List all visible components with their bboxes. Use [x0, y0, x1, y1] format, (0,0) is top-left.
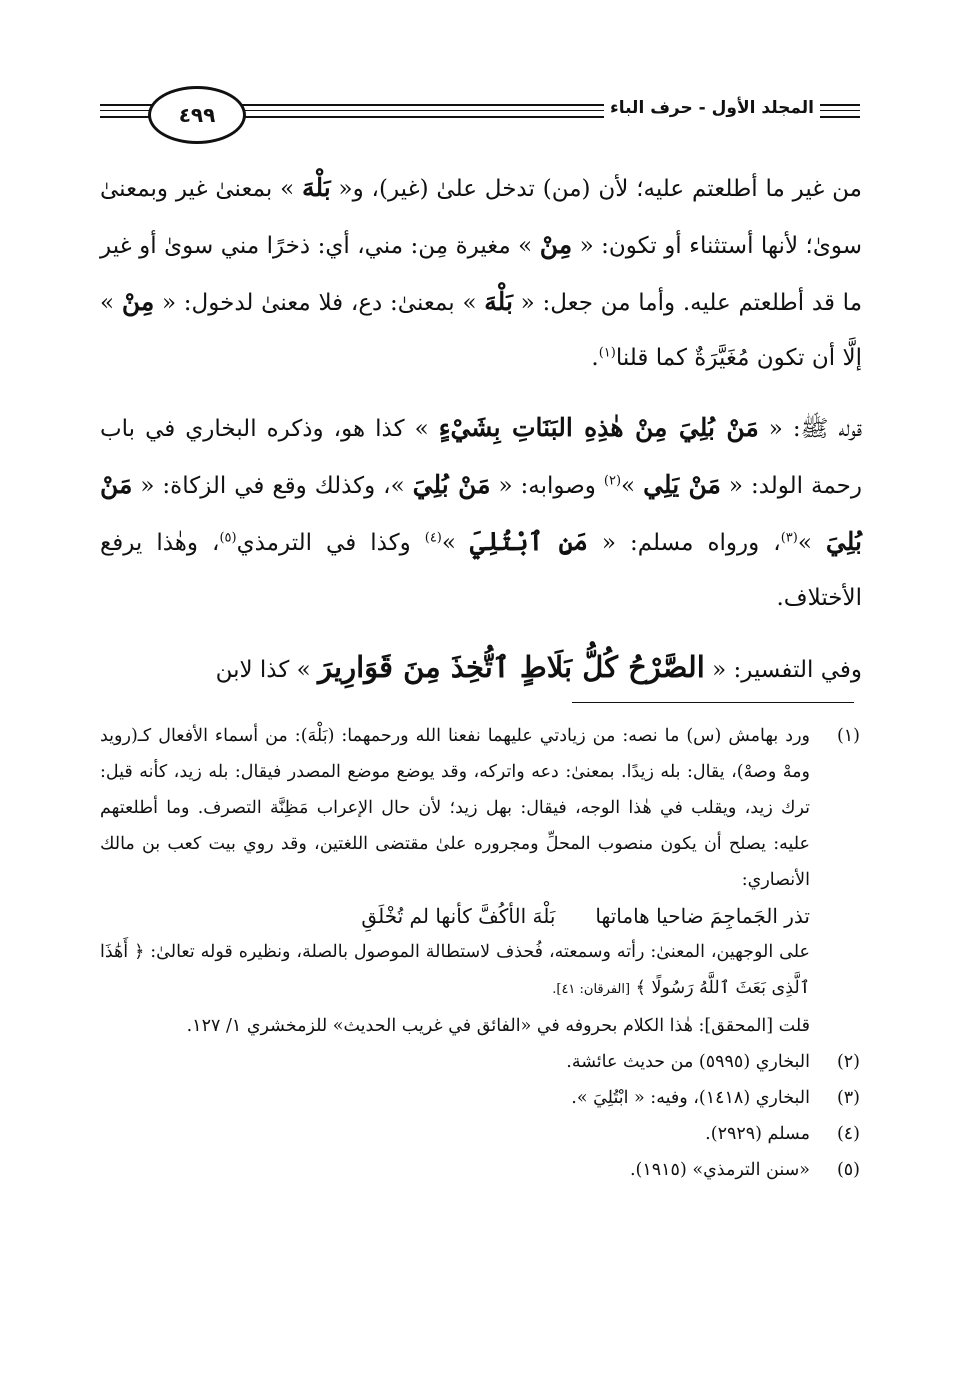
paragraph-3 [100, 640, 862, 698]
footnote-ref: (٣) [780, 530, 798, 546]
hadith-quote: مَنْ بُلِيَ [100, 470, 862, 556]
footnote-5 [100, 1152, 860, 1188]
text-span: وفي التفسير: « [704, 657, 862, 683]
paragraph-2 [100, 400, 862, 626]
text-span: على الوجهين، المعنىٰ: رأته وسمعته، فُحذف لاستطالة الموصول بالصلة، ونظيره قوله تعالىٰ: ﴿ أَهَٰذَا ٱلَّذِى بَعَثَ ٱللَّهُ رَسُولًا ﴾ [100, 942, 810, 998]
text-span: » [441, 530, 470, 556]
footnote-4 [100, 1116, 860, 1152]
verse-second-hemistich: بَلْهَ الأكُفَّ كأنها لم تُخْلَقِ [361, 904, 556, 928]
footnote-text: البخاري (٥٩٩٥) من حديث عائشة. [566, 1052, 810, 1072]
footnote-separator [572, 702, 854, 703]
text-span: » [621, 473, 644, 499]
running-title: المجلد الأول - حرف الباء [604, 98, 820, 118]
footnote-text: «سنن الترمذي» (١٩١٥). [629, 1160, 810, 1180]
quran-reference: [الفرقان: ٤١]. [552, 982, 631, 997]
footnote-1 [100, 718, 860, 1044]
text-span: » مغيرة مِن: مني، أي: ذخرًا مني سوىٰ أو غير ما قد أطلعتم عليه. وأما من جعل: « [100, 233, 863, 316]
quoted-word: مِنْ [121, 287, 155, 316]
main-text [100, 160, 862, 712]
footnote-3 [100, 1080, 860, 1116]
footnote-number: (١) [836, 726, 860, 746]
text-span: ، وهٰذا يرفع الأختلاف. [100, 530, 862, 611]
quranic-quote: الصَّرْحُ كُلُّ بَلَاطٍ ٱتُّخِذَ مِنَ قَوَارِيرَ [318, 650, 705, 684]
page-header [100, 80, 860, 160]
poetry-verse [100, 898, 810, 934]
text-span: . [591, 345, 599, 371]
footnote-text: قلت [المحقق]: هٰذا الكلام بحروفه في «الفائق في غريب الحديث» للزمخشري ١/ ١٢٧. [186, 1016, 810, 1036]
text-span: » إلَّا أن تكون مُغَيَّرَةٌ كما قلنا [100, 290, 862, 371]
footnote-number: (٤) [836, 1124, 860, 1144]
footnote-text: مسلم (٢٩٢٩). [705, 1124, 810, 1144]
text-span: » كذا لابن [215, 657, 319, 683]
footnote-2 [100, 1044, 860, 1080]
footnote-text [100, 934, 810, 1008]
footnote-number: (٢) [836, 1052, 860, 1072]
hadith-quote: مَنْ بُلِيَ [412, 470, 491, 499]
text-span: » [797, 530, 826, 556]
hadith-quote: مَنِ ٱبْتُلِيَ [469, 527, 588, 556]
text-span: ، ورواه مسلم: « [587, 530, 781, 556]
quoted-word: بَلْهَ [484, 287, 513, 316]
footnotes [100, 718, 860, 1188]
text-span: وكذا في الترمذي [236, 530, 425, 556]
text-span: » كذا هو، وذكره البخاري في باب رحمة الولد: « [100, 416, 862, 499]
text-span: من غير ما أطلعتم عليه؛ لأن (من) تدخل علىٰ (غير)، و« [330, 176, 862, 202]
footnote-text: البخاري (١٤١٨)، وفيه: « ابْتُلِيَ ». [571, 1088, 810, 1108]
text-span: » بمعنىٰ: دع، فلا معنىٰ لدخول: « [154, 290, 485, 316]
quoted-word: مِنْ [539, 230, 573, 259]
footnote-ref: (٤) [424, 530, 442, 546]
text-span: وصوابه: « [490, 473, 604, 499]
footnote-ref: (٥) [219, 530, 237, 546]
footnote-number: (٣) [836, 1088, 860, 1108]
text-span: »، وكذلك وقع في الزكاة: « [132, 473, 413, 499]
hadith-quote: مَنْ يَلِي [643, 470, 721, 499]
verse-first-hemistich: تذر الجَماجِمَ ضاحيا هاماتها [595, 904, 810, 928]
quoted-word: بَلْهَ [302, 173, 331, 202]
text-span: قوله ﷺ: « [758, 416, 862, 442]
text-span: » بمعنىٰ غير وبمعنىٰ سوىٰ؛ لأنها أستثناء أو تكون: « [100, 176, 862, 259]
footnote-number: (٥) [836, 1160, 860, 1180]
hadith-quote: مَنْ بُلِيَ مِنْ هٰذِهِ البَنَاتِ بِشَيْءٍ [438, 413, 759, 442]
footnote-text: ورد بهامش (س) ما نصه: من زيادتي عليهما نفعنا الله ورحمهما: (بَلْهَ): من أسماء الأفعال كـ(رويد ومهْ وصهْ)، يقال: بله زيدًا. بمعنىٰ: دعه واتركه، وقد يوضع موضع المصدر فيقال: بله زيد، كأنه قيل: ترك زيد، ويقلب في هٰذا الوجه، فيقال: بهل زيد؛ لأن حال الإعراب مَظِنَّة التصرف. وما أطلعتهم عليه: يصلح أن يكون منصوب المحلِّ ومجروره علىٰ مقتضى اللغتين، وقد روي بيت كعب بن مالك الأنصاري: [100, 726, 810, 890]
footnote-ref: (٢) [603, 473, 622, 489]
paragraph-1 [100, 160, 862, 386]
page-number: ٤٩٩ [148, 86, 246, 144]
footnote-ref: (١) [598, 345, 616, 361]
